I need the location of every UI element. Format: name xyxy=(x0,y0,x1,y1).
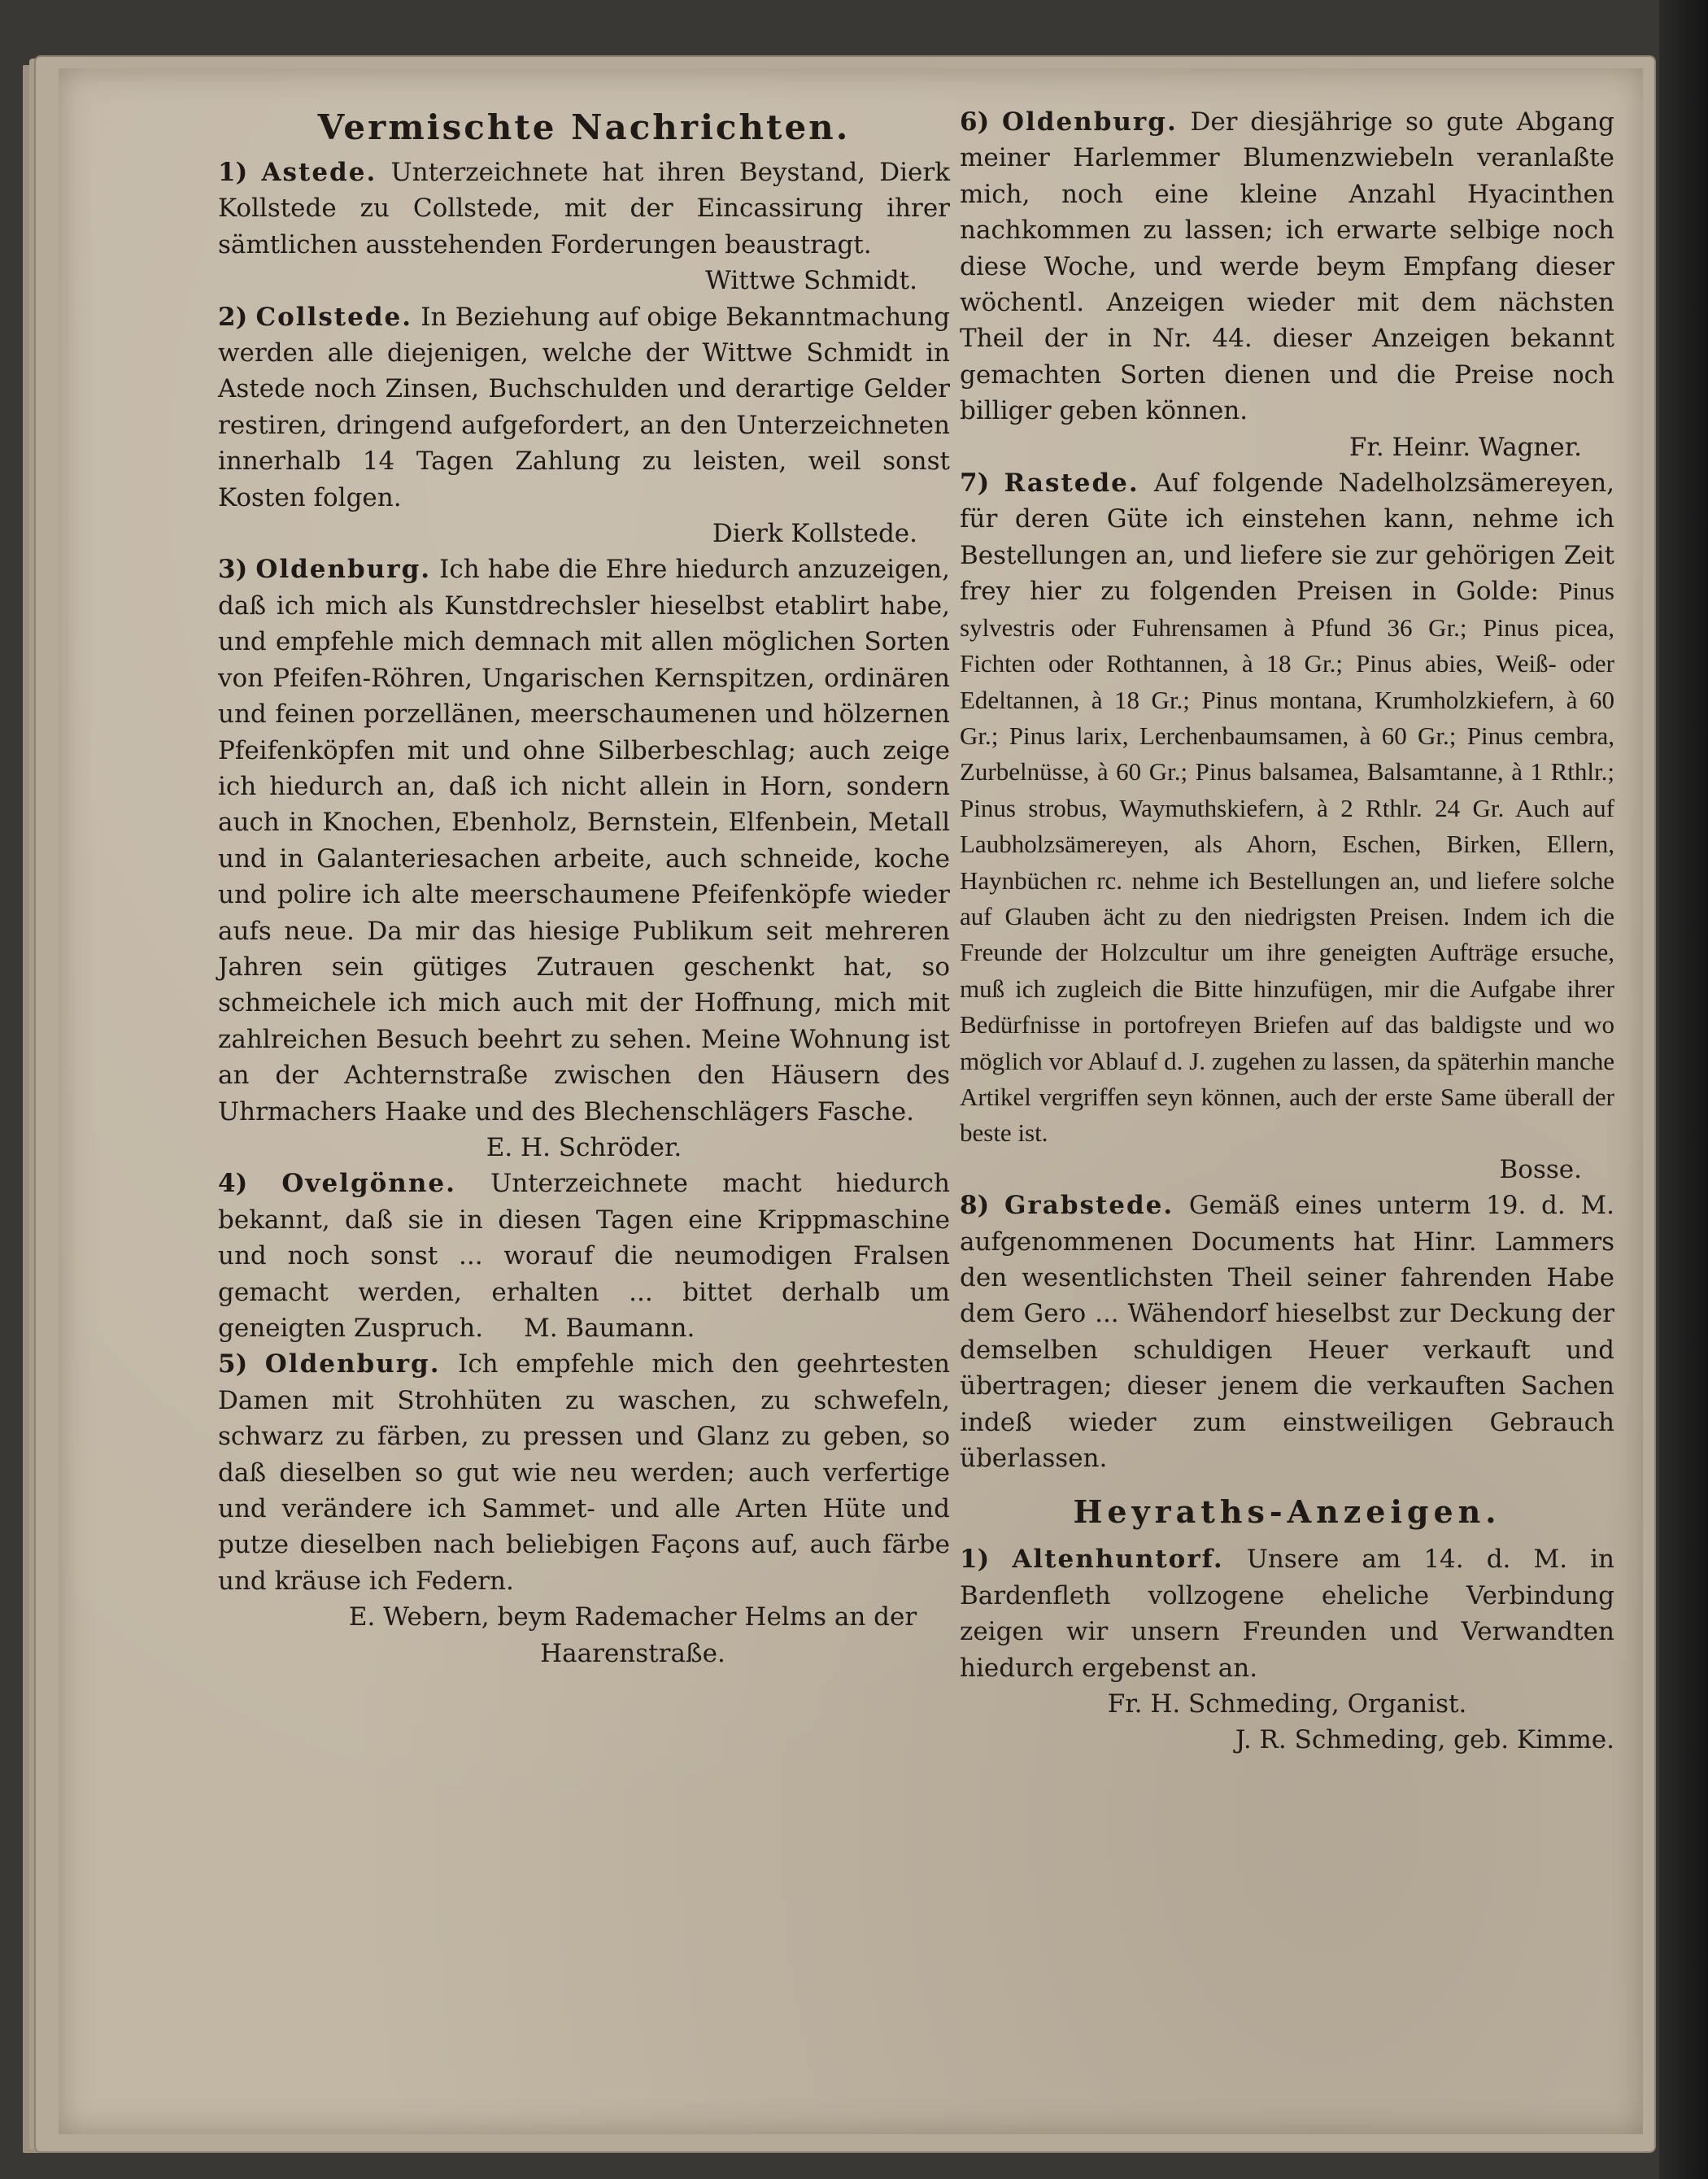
notice-signature: Fr. Heinr. Wagner. xyxy=(1349,432,1582,462)
notice-price-list: Pinus sylvestris oder Fuhrensamen à Pfund 36 Gr.; Pinus picea, Fichten oder Rothtannen, à 18 Gr.; Pinus abies, Weiß- oder Edeltannen, à 18 Gr.; Pinus montana, Krumholzkiefern, à 60 Gr.; Pinus larix, Lerchenbaumsamen, à 60 Gr.; Pinus cembra, Zurbelnüsse, à 60 Gr.; Pinus balsamea, Balsamtanne, à 1 Rthlr.; Pinus strobus, Waymuthskiefern, à 2 Rthlr. 24 Gr. Auch auf Laubholzsämereyen, als Ahorn, Eschen, Birken, Ellern, Haynbüchen rc. nehme ich Bestellungen an, und liefere solche auf Glauben ächt zu den niedrigsten Preisen. Indem ich die Freunde der Holzcultur um ihre geneigten Aufträge ersuche, muß ich zugleich die Bitte hinzufügen, mir die Aufgabe ihrer Bedürfnisse in portofreyen Briefen auf das baldigste und wo möglich vor Ablauf d. J. zugehen zu lassen, da späterhin manche Artikel vergriffen seyn können, auch der erste Same überall der beste ist. xyxy=(960,577,1614,1148)
right-column xyxy=(960,104,1614,1758)
notice-text: Unsere am 14. d. M. in Bardenfleth vollzogene eheliche Verbindung zeigen wir unsern Freunden und Verwandten hiedurch ergebenst an. xyxy=(960,1545,1615,1683)
marriage-heading: Heyraths-Anzeigen. xyxy=(1073,1493,1501,1531)
notice-signature: M. Baumann. xyxy=(523,1314,695,1343)
notice-place: Oldenburg. xyxy=(255,555,432,585)
notice-8 xyxy=(960,1188,1614,1476)
notice-number: 4) xyxy=(218,1169,248,1199)
notice-place: Astede. xyxy=(261,158,377,187)
book-spine xyxy=(1659,0,1708,2179)
marriage-notice xyxy=(960,1541,1614,1686)
notice-signature: Dierk Kollstede. xyxy=(712,519,917,549)
notice-place: Oldenburg. xyxy=(1002,107,1178,137)
notice-place: Grabstede. xyxy=(1004,1191,1174,1221)
notice-6 xyxy=(960,104,1614,429)
notice-place: Oldenburg. xyxy=(264,1349,441,1379)
notice-number: 1) xyxy=(960,1545,990,1575)
notice-number: 8) xyxy=(960,1191,990,1221)
notice-number: 5) xyxy=(218,1349,248,1379)
notice-text: Gemäß eines unterm 19. d. M. aufgenommenen Documents hat Hinr. Lammers den wesentlichsten Theil seiner fahrenden Habe dem Gero ... Wähendorf hieselbst zur Deckung der demselben schuldigen Heuer verkauft und übertragen; dieser jenem die verkauften Sachen indeß wieder zum einstweiligen Gebrauch überlassen. xyxy=(960,1191,1614,1474)
marriage-signature-bride: J. R. Schmeding, geb. Kimme. xyxy=(1235,1725,1614,1755)
notice-place: Altenhuntorf. xyxy=(1012,1545,1224,1575)
notice-text: Unterzeichnete hat ihren Beystand, Dierk Kollstede zu Collstede, mit der Eincassirung ihrer sämtlichen ausstehenden Forderungen beaustragt. xyxy=(218,158,950,259)
notice-place: Ovelgönne. xyxy=(281,1169,456,1199)
notice-3 xyxy=(218,551,950,1130)
notice-signature: Wittwe Schmidt. xyxy=(705,266,917,296)
notice-text: Auf folgende Nadelholzsämereyen, für deren Güte ich einstehen kann, nehme ich Bestellungen an, und liefere sie zur gehörigen Zeit frey hier zu folgenden Preisen in Golde: xyxy=(960,468,1615,607)
notice-text: Der diesjährige so gute Abgang meiner Harlemmer Blumenzwiebeln veranlaßte mich, noch eine kleine Anzahl Hyacinthen nachkommen zu lassen; ich erwarte selbige noch diese Woche, und werde beym Empfang dieser wöchentl. Anzeigen wieder mit dem nächsten Theil der in Nr. 44. dieser Anzeigen bekannt gemachten Sorten dienen und die Preise noch billiger geben können. xyxy=(960,107,1615,426)
notice-number: 3) xyxy=(218,555,248,585)
notice-1 xyxy=(218,155,950,263)
notice-signature: E. H. Schröder. xyxy=(486,1132,682,1162)
notice-number: 6) xyxy=(960,107,990,137)
notice-4 xyxy=(218,1166,950,1346)
notice-text: Unterzeichnete macht hiedurch bekannt, daß sie in diesen Tagen eine Krippmaschine und noch sonst ... worauf die neumodigen Fralsen gemacht werden, erhalten ... bittet derhalb um geneigten Zuspruch. xyxy=(218,1169,950,1343)
notice-number: 7) xyxy=(960,468,990,499)
notice-7 xyxy=(960,465,1614,1152)
notice-number: 1) xyxy=(218,158,248,187)
notice-text: Ich empfehle mich den geehrtesten Damen mit Strohhüten zu waschen, zu schwefeln, schwarz zu färben, zu pressen und Glanz zu geben, so daß dieselben so gut wie neu werden; auch verfertige und verändere ich Sammet- und alle Arten Hüte und putze dieselben nach beliebigen Façons auf, auch färbe und kräuse ich Federn. xyxy=(218,1349,951,1596)
notice-text: Ich habe die Ehre hiedurch anzuzeigen, daß ich mich als Kunstdrechsler hieselbst etablirt habe, und empfehle mich demnach mit allen möglichen Sorten von Pfeifen-Röhren, Ungarischen Kernspitzen, ordinären und feinen porzellänen, meerschaumenen und hölzernen Pfeifenköpfen mit und ohne Silberbeschlag; auch zeige ich hiedurch an, daß ich nicht allein in Horn, sondern auch in Knochen, Ebenholz, Bernstein, Elfenbein, Metall und in Galanteriesachen arbeite, auch schneide, koche und polire ich alte meerschaumene Pfeifenköpfe wieder aufs neue. Da mir das hiesige Publikum seit mehreren Jahren sein gütiges Zutrauen geschenkt hat, so schmeichele ich mich auch mit der Hoffnung, mich mit zahlreichen Besuch beehrt zu sehen. Meine Wohnung ist an der Achternstraße zwischen den Häusern des Uhrmachers Haake und des Blechenschlägers Fasche. xyxy=(218,555,950,1127)
notice-signature: Bosse. xyxy=(1499,1154,1582,1184)
notice-5 xyxy=(218,1346,950,1599)
left-column xyxy=(218,104,950,1671)
section-heading: Vermischte Nachrichten. xyxy=(317,107,851,147)
notice-place: Rastede. xyxy=(1004,468,1139,499)
notice-signature: E. Webern, beym Rademacher Helms an der Haarenstraße. xyxy=(348,1602,917,1668)
notice-text: In Beziehung auf obige Bekanntmachung werden alle diejenigen, welche der Wittwe Schmidt in Astede noch Zinsen, Buchschulden und derartige Gelder restiren, dringend aufgefordert, an den Unterzeichneten innerhalb 14 Tagen Zahlung zu leisten, weil sonst Kosten folgen. xyxy=(218,302,950,512)
marriage-signature-groom: Fr. H. Schmeding, Organist. xyxy=(1107,1689,1467,1719)
notice-number: 2) xyxy=(218,302,248,332)
notice-2 xyxy=(218,299,950,516)
notice-place: Collstede. xyxy=(255,302,413,332)
